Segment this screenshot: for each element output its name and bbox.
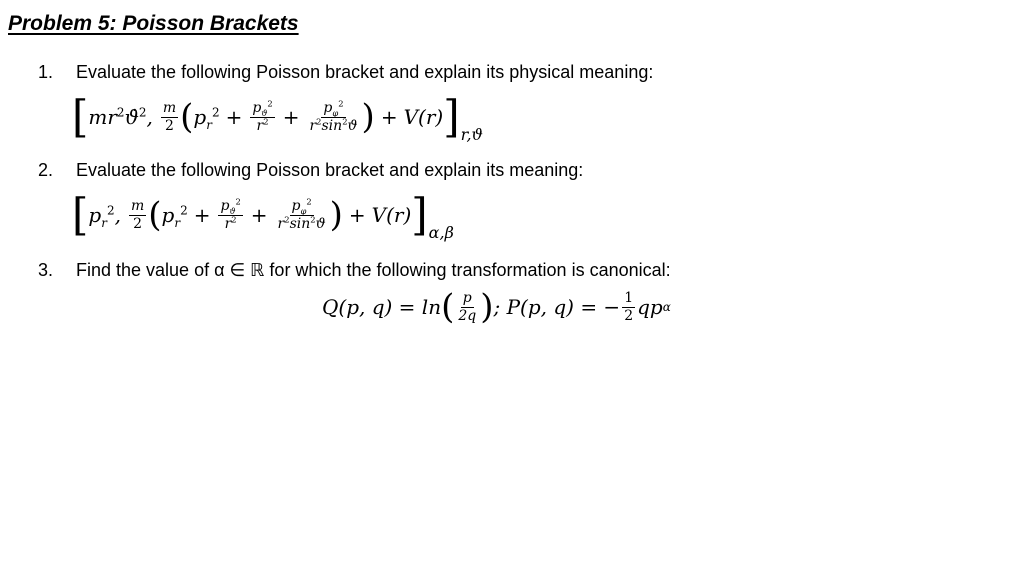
item-2: [38, 160, 583, 181]
eq2-subscript: α,β: [428, 223, 454, 242]
problem-title: Problem 5: Poisson Brackets: [8, 12, 299, 35]
equation-1: [ $mr^2ϑ̇^2$, $\frac{m}{2}$ ( $p_r^2$ + $\frac{p_ϑ^2}{r^2}$ + $\frac{p_\varphi^2}{r^2\sin^2ϑ}$ ) + V(r) ] r,ϑ: [72, 90, 483, 144]
item-3-number: 3.: [38, 260, 54, 280]
eq3-p-label: ; P(p, q) = −: [493, 295, 621, 319]
item-1-text: Evaluate the following Poisson bracket and explain its physical meaning:: [76, 62, 654, 82]
item-2-text: Evaluate the following Poisson bracket and explain its meaning:: [76, 160, 584, 180]
item-2-number: 2.: [38, 160, 54, 180]
equation-3: Q(p, q) = ln ( $\frac{p}{2q}$ ) ; P(p, q) = − $\frac{1}{2}$ qp α: [322, 287, 671, 327]
item-3-text: Find the value of α ∈ ℝ for which the following transformation is canonical:: [76, 260, 671, 280]
equation-2: [ $p_r^2$, $\frac{m}{2}$ ( $p_r^2$ + $\frac{p_ϑ^2}{r^2}$ + $\frac{p_\varphi^2}{r^2\sin^2ϑ}$ ) + V(r) ] α,β: [72, 188, 454, 242]
eq3-tail: qp: [637, 295, 663, 319]
eq3-q-label: Q(p, q) = ln: [322, 295, 442, 319]
eq1-subscript: r,ϑ: [460, 125, 483, 144]
item-1: [38, 62, 653, 83]
item-3: [38, 260, 671, 281]
item-1-number: 1.: [38, 62, 54, 82]
